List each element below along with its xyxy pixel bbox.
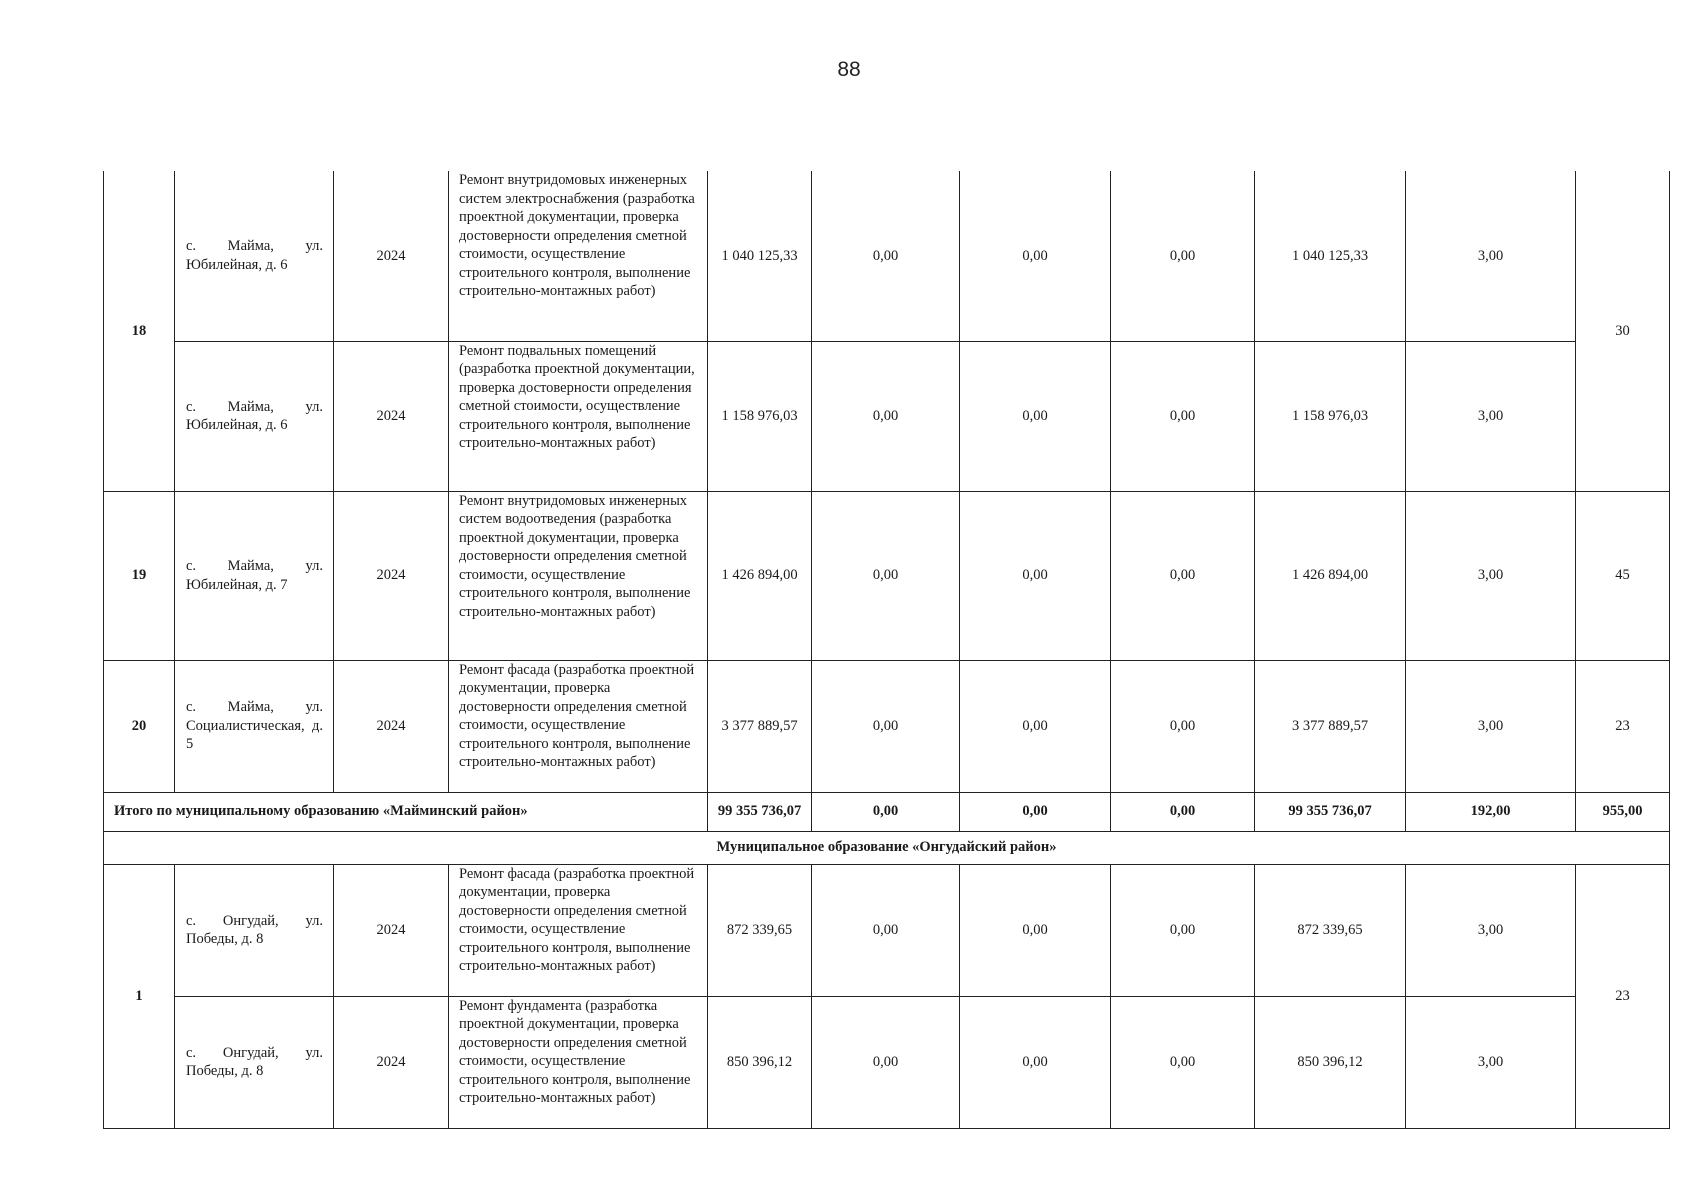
value-cell: 3,00 [1406, 171, 1576, 341]
address-cell: с. Онгудай, ул. Победы, д. 8 [175, 996, 334, 1128]
value-cell: 3,00 [1406, 660, 1576, 792]
last-value-cell: 23 [1576, 864, 1670, 1128]
total-cost-cell: 1 158 976,03 [708, 341, 812, 491]
subtotal-value-cell: 99 355 736,07 [1255, 792, 1406, 831]
page-number: 88 [837, 58, 861, 81]
address-cell: с. Онгудай, ул. Победы, д. 8 [175, 864, 334, 996]
value-cell: 1 158 976,03 [1255, 341, 1406, 491]
subtotal-last-cell: 955,00 [1576, 792, 1670, 831]
address-cell: с. Майма, ул. Юбилейная, д. 6 [175, 171, 334, 341]
subtotal-row [104, 792, 1670, 831]
value-cell: 0,00 [812, 341, 960, 491]
subtotal-value-cell: 0,00 [812, 792, 960, 831]
address-cell: с. Майма, ул. Социалистическая, д. 5 [175, 660, 334, 792]
subtotal-label: Итого по муниципальному образованию «Майминский район» [104, 792, 708, 831]
value-cell: 0,00 [1111, 660, 1255, 792]
value-cell: 872 339,65 [1255, 864, 1406, 996]
year-cell: 2024 [334, 996, 449, 1128]
address-cell: с. Майма, ул. Юбилейная, д. 6 [175, 341, 334, 491]
row-number: 18 [104, 171, 175, 491]
total-cost-cell: 872 339,65 [708, 864, 812, 996]
value-cell: 0,00 [812, 864, 960, 996]
last-value-cell: 30 [1576, 171, 1670, 491]
value-cell: 0,00 [812, 491, 960, 660]
subtotal-value-cell: 192,00 [1406, 792, 1576, 831]
total-cost-cell: 850 396,12 [708, 996, 812, 1128]
year-cell: 2024 [334, 864, 449, 996]
value-cell: 3,00 [1406, 996, 1576, 1128]
work-description-cell: Ремонт внутридомовых инженерных систем водоотведения (разработка проектной документации, проверка достоверности определения сметной стоимости, осуществление строительного контроля, выполнение строительно-монтажных работ) [449, 491, 708, 660]
value-cell: 3,00 [1406, 491, 1576, 660]
row-number: 19 [104, 491, 175, 660]
work-description-cell: Ремонт подвальных помещений (разработка проектной документации, проверка достоверности определения сметной стоимости, осуществление строительного контроля, выполнение строительно-монтажных работ) [449, 341, 708, 491]
value-cell: 3 377 889,57 [1255, 660, 1406, 792]
table-row [104, 491, 1670, 660]
value-cell: 1 040 125,33 [1255, 171, 1406, 341]
value-cell: 0,00 [1111, 864, 1255, 996]
value-cell: 0,00 [812, 996, 960, 1128]
table-row [104, 341, 1670, 491]
value-cell: 1 426 894,00 [1255, 491, 1406, 660]
work-description-cell: Ремонт фасада (разработка проектной документации, проверка достоверности определения сметной стоимости, осуществление строительного контроля, выполнение строительно-монтажных работ) [449, 660, 708, 792]
capital-repair-table [103, 171, 1670, 1129]
year-cell: 2024 [334, 491, 449, 660]
address-cell: с. Майма, ул. Юбилейная, д. 7 [175, 491, 334, 660]
total-cost-cell: 1 426 894,00 [708, 491, 812, 660]
subtotal-value-cell: 0,00 [1111, 792, 1255, 831]
last-value-cell: 23 [1576, 660, 1670, 792]
value-cell: 3,00 [1406, 341, 1576, 491]
value-cell: 850 396,12 [1255, 996, 1406, 1128]
row-number: 1 [104, 864, 175, 1128]
section-header-row [104, 831, 1670, 864]
value-cell: 0,00 [1111, 171, 1255, 341]
work-description-cell: Ремонт фасада (разработка проектной документации, проверка достоверности определения сметной стоимости, осуществление строительного контроля, выполнение строительно-монтажных работ) [449, 864, 708, 996]
value-cell: 0,00 [960, 171, 1111, 341]
work-description-cell: Ремонт внутридомовых инженерных систем электроснабжения (разработка проектной документации, проверка достоверности определения сметной стоимости, осуществление строительного контроля, выполнение строительно-монтажных работ) [449, 171, 708, 341]
section-title: Муниципальное образование «Онгудайский район» [104, 831, 1670, 864]
table-row [104, 171, 1670, 341]
value-cell: 0,00 [960, 996, 1111, 1128]
total-cost-cell: 1 040 125,33 [708, 171, 812, 341]
value-cell: 0,00 [1111, 996, 1255, 1128]
value-cell: 0,00 [960, 341, 1111, 491]
table-row [104, 660, 1670, 792]
value-cell: 0,00 [960, 660, 1111, 792]
subtotal-total-cell: 99 355 736,07 [708, 792, 812, 831]
subtotal-value-cell: 0,00 [960, 792, 1111, 831]
work-description-cell: Ремонт фундамента (разработка проектной документации, проверка достоверности определения сметной стоимости, осуществление строительного контроля, выполнение строительно-монтажных работ) [449, 996, 708, 1128]
value-cell: 0,00 [960, 864, 1111, 996]
year-cell: 2024 [334, 341, 449, 491]
table-row [104, 996, 1670, 1128]
value-cell: 3,00 [1406, 864, 1576, 996]
total-cost-cell: 3 377 889,57 [708, 660, 812, 792]
row-number: 20 [104, 660, 175, 792]
value-cell: 0,00 [1111, 341, 1255, 491]
last-value-cell: 45 [1576, 491, 1670, 660]
year-cell: 2024 [334, 171, 449, 341]
value-cell: 0,00 [1111, 491, 1255, 660]
value-cell: 0,00 [960, 491, 1111, 660]
value-cell: 0,00 [812, 660, 960, 792]
value-cell: 0,00 [812, 171, 960, 341]
table-row [104, 864, 1670, 996]
year-cell: 2024 [334, 660, 449, 792]
